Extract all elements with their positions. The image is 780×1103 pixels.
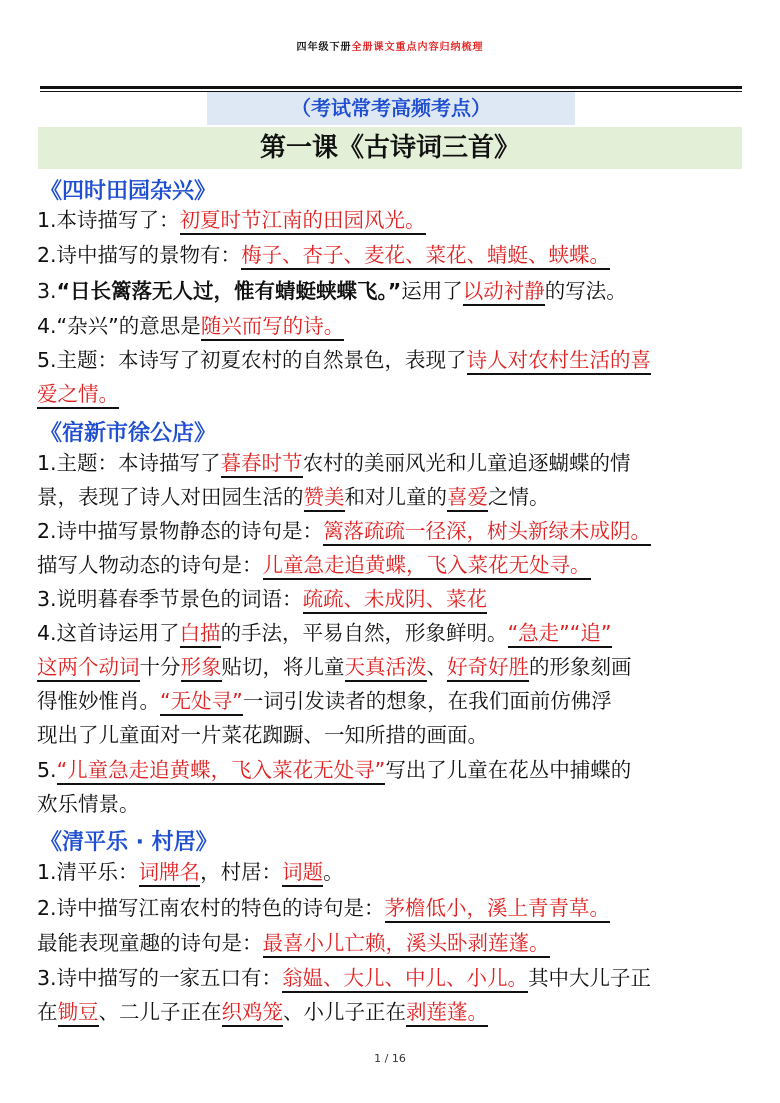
answer: 剥莲蓬。 bbox=[406, 1000, 488, 1027]
text: 写出了儿童在花丛中捕蝶的 bbox=[385, 758, 632, 782]
page-number: 1 / 16 bbox=[374, 1052, 406, 1065]
text: 3. bbox=[37, 279, 57, 303]
text: 一词引发读者的想象，在我们面前仿佛浮 bbox=[242, 689, 612, 713]
answer: 暮春时节 bbox=[221, 451, 303, 478]
text: 2.诗中描写江南农村的特色的诗句是： bbox=[37, 896, 385, 920]
poem2-line-8 bbox=[37, 689, 612, 713]
text: 现出了儿童面对一片菜花踟蹰、一知所措的画面。 bbox=[37, 723, 488, 747]
answer: 锄豆 bbox=[58, 1000, 99, 1027]
answer: 疏疏、未成阴、菜花 bbox=[303, 587, 488, 614]
text: 得惟妙惟肖。 bbox=[37, 689, 160, 713]
poem2-line-1 bbox=[37, 451, 631, 475]
answer: 梅子、杏子、麦花、菜花、蜻蜓、蛱蝶。 bbox=[241, 243, 610, 270]
answer: “儿童急走追黄蝶，飞入菜花无处寻” bbox=[57, 758, 386, 785]
text: 。 bbox=[323, 860, 344, 884]
text: 在 bbox=[37, 1000, 58, 1024]
text: 农村的美丽风光和儿童追逐蝴蝶的情 bbox=[302, 451, 631, 475]
title-highlight: 全册课文重点内容归纳梳理 bbox=[351, 42, 484, 53]
answer: 儿童急走追黄蝶，飞入菜花无处寻。 bbox=[263, 553, 591, 580]
quote: “日长篱落无人过，惟有蜻蜓蛱蝶飞。” bbox=[56, 279, 402, 303]
poem2-line-2 bbox=[37, 485, 550, 509]
text: 2.诗中描写的景物有： bbox=[37, 243, 242, 267]
title-rule-thick bbox=[40, 86, 742, 89]
title-prefix: 四年级下册 bbox=[296, 42, 352, 53]
poem1-line-4 bbox=[37, 314, 344, 338]
answer: 随兴而写的诗。 bbox=[201, 314, 345, 341]
text: 3.诗中描写的一家五口有： bbox=[37, 966, 283, 990]
text: 2.诗中描写景物静态的诗句是： bbox=[37, 519, 324, 543]
text: 景，表现了诗人对田园生活的 bbox=[37, 485, 304, 509]
poem2-line-11 bbox=[37, 792, 140, 816]
text: 和对儿童的 bbox=[344, 485, 447, 509]
answer: 最喜小儿亡赖，溪头卧剥莲蓬。 bbox=[263, 931, 550, 958]
text: 欢乐情景。 bbox=[37, 792, 140, 816]
poem3-line-2 bbox=[37, 896, 610, 920]
answer: 诗人对农村生活的喜 bbox=[467, 348, 652, 375]
text: 的写法。 bbox=[544, 279, 627, 303]
answer: 初夏时节江南的田园风光。 bbox=[180, 208, 426, 235]
text: 1.本诗描写了： bbox=[37, 208, 180, 232]
answer: 以动衬静 bbox=[463, 279, 545, 306]
text: 3.说明暮春季节景色的词语： bbox=[37, 587, 303, 611]
text: 十分 bbox=[139, 655, 181, 679]
poem1-line-6 bbox=[37, 382, 119, 406]
poem1-line-2 bbox=[37, 243, 610, 267]
text: 1.清平乐： bbox=[37, 860, 139, 884]
answer: 好奇好胜 bbox=[447, 655, 529, 682]
text: ，村居： bbox=[200, 860, 283, 884]
answer: 白描 bbox=[180, 621, 221, 648]
text: 的手法，平易自然，形象鲜明。 bbox=[220, 621, 508, 645]
poem3-line-4 bbox=[37, 966, 651, 990]
poem1-line-1 bbox=[37, 208, 426, 232]
answer: 茅檐低小，溪上青青草。 bbox=[385, 896, 611, 923]
text: 之情。 bbox=[488, 485, 550, 509]
answer: 爱之情。 bbox=[37, 382, 119, 409]
poem3-line-5 bbox=[37, 1000, 488, 1024]
poem2-line-5 bbox=[37, 587, 487, 611]
answer: “无处寻” bbox=[160, 689, 243, 716]
text: 、小儿子正在 bbox=[283, 1000, 406, 1024]
text: 、 bbox=[426, 655, 447, 679]
answer: 喜爱 bbox=[447, 485, 488, 512]
poem-title-qingpingle: 《清平乐 · 村居》 bbox=[40, 830, 218, 855]
poem-title-siSHI: 《四时田园杂兴》 bbox=[40, 179, 217, 204]
poem1-line-5 bbox=[37, 348, 651, 372]
poem2-line-7 bbox=[37, 655, 632, 679]
text: 其中大儿子正 bbox=[528, 966, 652, 990]
text: 描写人物动态的诗句是： bbox=[37, 553, 263, 577]
poem2-line-4 bbox=[37, 553, 591, 577]
answer: 篱落疏疏一径深，树头新绿未成阴。 bbox=[323, 519, 651, 546]
poem-title-suxinshi: 《宿新市徐公店》 bbox=[40, 421, 217, 446]
text: 4.“杂兴”的意思是 bbox=[37, 314, 201, 338]
text: 、二儿子正在 bbox=[98, 1000, 222, 1024]
answer: 翁媪、大儿、中儿、小儿。 bbox=[282, 966, 528, 993]
answer: 天真活泼 bbox=[345, 655, 427, 682]
text: 最能表现童趣的诗句是： bbox=[37, 931, 263, 955]
answer: 词牌名 bbox=[139, 860, 201, 887]
text: 5. bbox=[37, 758, 57, 782]
lesson-heading: 第一课《古诗词三首》 bbox=[38, 127, 742, 169]
text: 1.主题：本诗描写了 bbox=[37, 451, 221, 475]
poem1-line-3 bbox=[37, 279, 627, 303]
poem2-line-6 bbox=[37, 621, 612, 645]
poem2-line-10 bbox=[37, 758, 631, 782]
text: 贴切，将儿童 bbox=[221, 655, 345, 679]
answer: 织鸡笼 bbox=[222, 1000, 284, 1027]
answer: “急走”“追” bbox=[508, 621, 612, 648]
answer: 词题 bbox=[282, 860, 323, 887]
poem3-line-3 bbox=[37, 931, 550, 955]
text: 运用了 bbox=[401, 279, 463, 303]
text: 4.这首诗运用了 bbox=[37, 621, 180, 645]
page-title bbox=[0, 42, 780, 54]
answer: 形象 bbox=[181, 655, 222, 682]
poem2-line-9 bbox=[37, 723, 488, 747]
subtitle-banner: （考试常考高频考点） bbox=[207, 92, 575, 125]
poem2-line-3 bbox=[37, 519, 651, 543]
poem3-line-1 bbox=[37, 860, 344, 884]
text: 5.主题：本诗写了初夏农村的自然景色，表现了 bbox=[37, 348, 467, 372]
answer: 赞美 bbox=[304, 485, 345, 512]
answer: 这两个动词 bbox=[37, 655, 140, 682]
text: 的形象刻画 bbox=[529, 655, 632, 679]
